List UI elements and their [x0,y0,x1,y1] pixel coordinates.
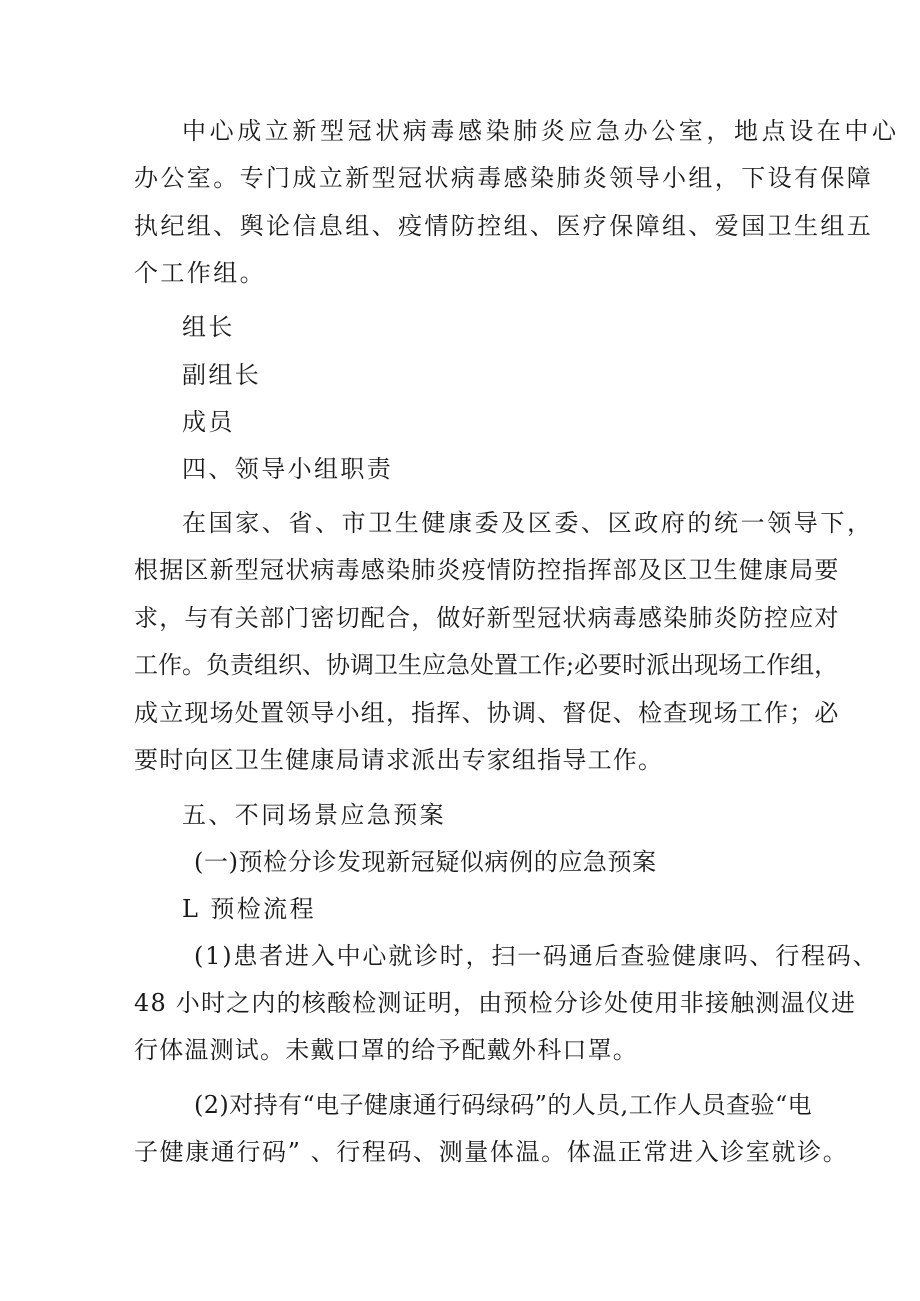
role-label-leader: 组长 [182,313,235,341]
paragraph-line: 办公室。专门成立新型冠状病毒感染肺炎领导小组，下设有保障 [134,164,874,192]
paragraph-line: 子健康通行码” 、行程码、测量体温。体温正常进入诊室就诊。 [134,1138,849,1166]
paragraph-line: 执纪组、舆论信息组、疫情防控组、医疗保障组、爱国卫生组五 [134,212,874,240]
subsection-heading: (一)预检分诊发现新冠疑似病例的应急预案 [194,848,657,876]
paragraph-line: 个工作组。 [134,259,266,287]
paragraph-line: 根据区新型冠状病毒感染肺炎疫情防控指挥部及区卫生健康局要 [134,556,840,584]
paragraph-line: 48 小时之内的核酸检测证明，由预检分诊处使用非接触测温仪进 [134,989,857,1017]
paragraph-line: (2)对持有“电子健康通行码绿码”的人员,工作人员查验“电 [194,1091,813,1119]
list-item-heading: L 预检流程 [182,895,316,923]
paragraph-line: 工作。负责组织、协调卫生应急处置工作;必要时派出现场工作组， [134,651,839,679]
role-label-deputy-leader: 副组长 [182,361,262,389]
role-label-members: 成员 [182,408,235,436]
section-heading: 四、领导小组职责 [182,455,394,483]
paragraph-line: 行体温测试。未戴口罩的给予配戴外科口罩。 [134,1036,638,1064]
paragraph-line: 中心成立新型冠状病毒感染肺炎应急办公室，地点设在中心 [182,117,900,145]
paragraph-line: 求，与有关部门密切配合，做好新型冠状病毒感染肺炎防控应对 [134,604,840,632]
paragraph-line: 要时向区卫生健康局请求派出专家组指导工作。 [134,746,664,774]
paragraph-line: (1)患者进入中心就诊时，扫一码通后查验健康吗、行程码、 [194,942,879,970]
paragraph-line: 成立现场处置领导小组，指挥、协调、督促、检查现场工作；必 [134,699,840,727]
section-heading: 五、不同场景应急预案 [182,801,446,829]
paragraph-line: 在国家、省、市卫生健康委及区委、区政府的统一领导下， [182,509,874,537]
